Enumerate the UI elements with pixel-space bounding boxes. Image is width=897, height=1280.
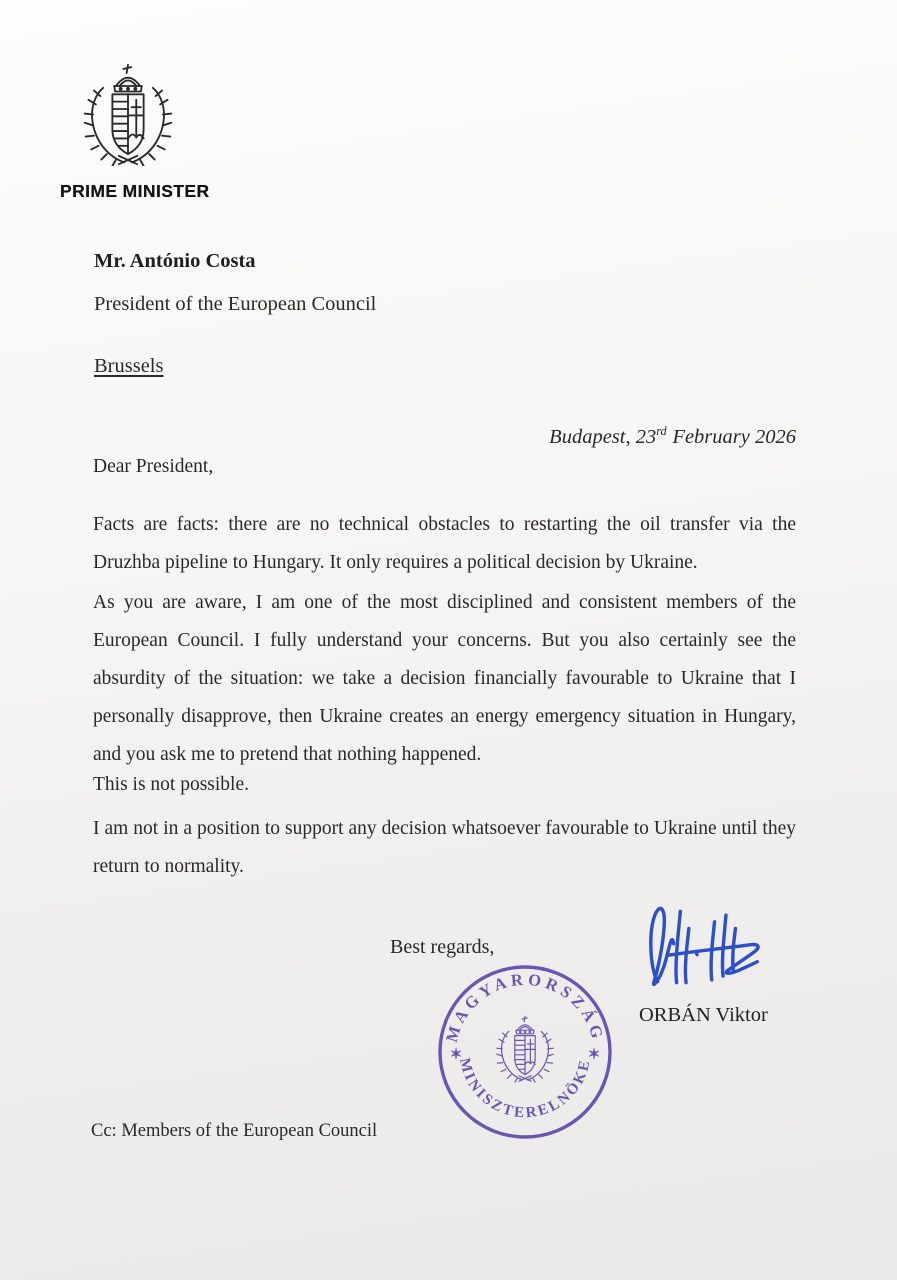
hungary-coat-of-arms-icon [82, 63, 174, 166]
date-place-day: Budapest, 23 [549, 425, 657, 448]
body-paragraph-2: As you are aware, I am one of the most disciplined and consistent members of the European Council. I fully understand your concerns. But you also certainly see the absurdity of the situation: we take a decision financially favourable to Ukraine that I personally disapprove, then Ukraine creates an energy emergency situation in Hungary, and you ask me to pretend that nothing happened. [93, 592, 796, 765]
handwritten-signature-icon [642, 900, 770, 995]
letterhead-title: PRIME MINISTER [60, 181, 210, 201]
date-month-year: February 2026 [672, 425, 796, 448]
recipient-name: Mr. António Costa [94, 250, 256, 272]
cc-line: Cc: Members of the European Council [91, 1121, 378, 1141]
body-paragraph-1: Facts are facts: there are no technical obstacles to restarting the oil transfer via the Druzhba pipeline to Hungary. It only requires a political decision by Ukraine. [93, 514, 796, 573]
stamp-coat-of-arms-icon [497, 1016, 553, 1082]
salutation: Dear President, [93, 456, 214, 477]
stamp-star-left-icon: ✶ [449, 1047, 463, 1063]
recipient-city: Brussels [94, 355, 164, 377]
official-stamp [435, 962, 615, 1142]
recipient-title: President of the European Council [94, 293, 377, 315]
stamp-star-right-icon: ✶ [587, 1047, 601, 1063]
pm-office-round-stamp-icon [435, 962, 615, 1142]
signature [642, 900, 770, 995]
signer-name: ORBÁN Viktor [639, 1004, 768, 1026]
body-paragraph-4: I am not in a position to support any decision whatsoever favourable to Ukraine until they return to normality. [93, 818, 796, 877]
valediction: Best regards, [390, 936, 495, 958]
dateline [549, 424, 796, 449]
body-paragraph-3: This is not possible. [93, 774, 250, 795]
stamp-bottom-text: MINISZTERELNÖKE [455, 1056, 594, 1122]
date-ordinal: rd [656, 424, 667, 438]
stamp-top-text: MAGYARORSZÁG [441, 969, 609, 1045]
letterhead-emblem [82, 63, 174, 166]
